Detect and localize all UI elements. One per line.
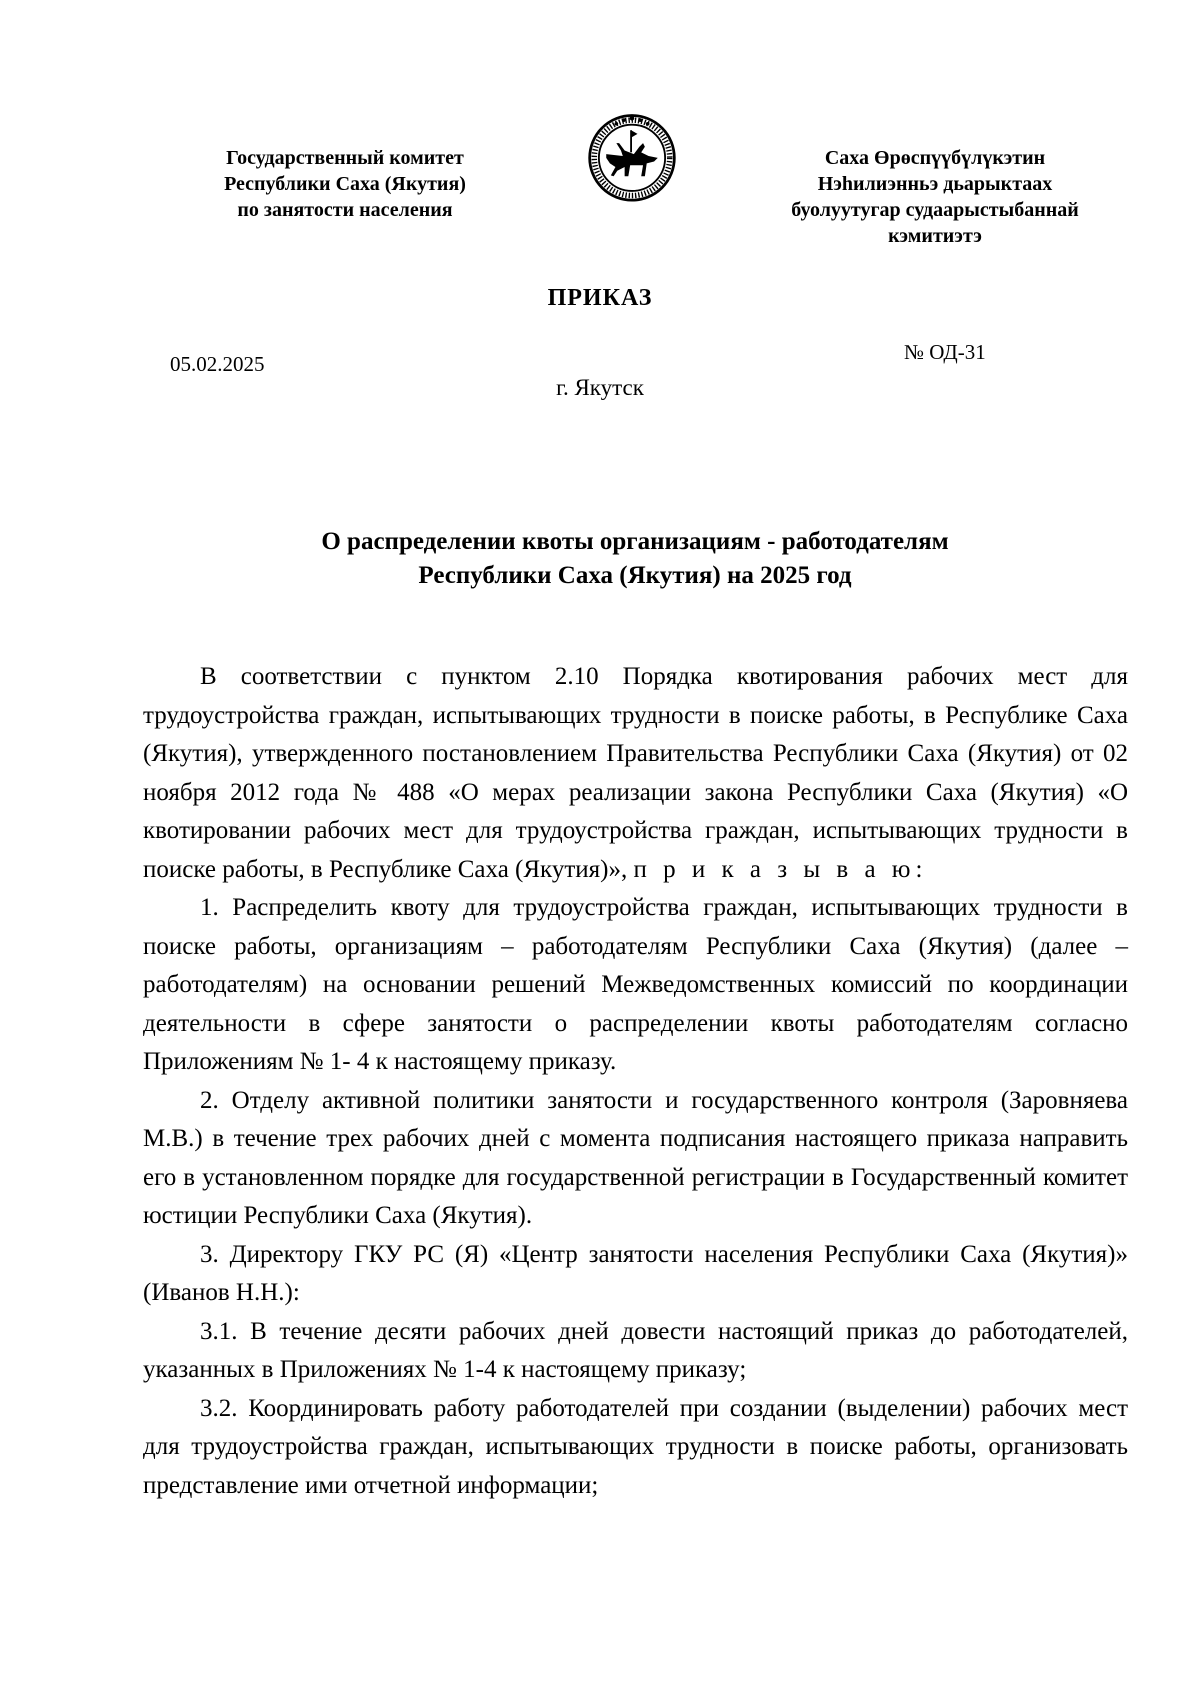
order-item: 3.1. В течение десяти рабочих дней довести настоящий приказ до работодателей, указанных в Приложениях № 1-4 к настоящему приказу; [143, 1317, 1128, 1383]
issuer-line: Республики Саха (Якутия) [224, 173, 466, 195]
document-city: г. Якутск [556, 375, 644, 400]
issuer-line: по занятости населения [237, 199, 453, 221]
subject-line: О распределении квоты организациям - работодателям [321, 528, 949, 555]
order-item: 1. Распределить квоту для трудоустройства граждан, испытывающих трудности в поиске работы, организациям – работодателям Республики Саха (Якутия) (далее – работодателям) на основании решений Межведомственных комиссий по координации деятельности в сфере занятости о распределении квоты работодателям согласно Приложениям № 1- 4 к настоящему приказу. [143, 894, 1128, 1075]
issuer-name-russian [160, 145, 530, 223]
issuer-line: Государственный комитет [226, 147, 464, 169]
preamble-text: В соответствии с пунктом 2.10 Порядка квотирования рабочих мест для трудоустройства граждан, испытывающих трудности в поиске работы, в Республике Саха (Якутия), утвержденного постановлением Правительства Республики Саха (Якутия) от 02 ноября 2012 года № 488 «О мерах реализации закона Республики Саха (Якутия) «О квотировании рабочих мест для трудоустройства граждан, испытывающих трудности в поиске работы, в Республике Саха (Якутия)», [143, 663, 1128, 883]
issuer-name-yakut [735, 145, 1135, 249]
document-subject [140, 525, 1130, 593]
issuer-line: буолуутугар судаарыстыбаннай [791, 199, 1079, 221]
subject-line: Республики Саха (Якутия) на 2025 год [418, 562, 852, 589]
order-word: п р и к а з ы в а ю: [633, 855, 928, 883]
preamble-paragraph [143, 658, 1128, 889]
issuer-line: кэмитиэтэ [888, 225, 982, 247]
document-title: ПРИКАЗ [547, 285, 653, 311]
issuer-line: Саха Өрөспүүбүлүкэтин [824, 147, 1046, 169]
order-item: 3.2. Координировать работу работодателей при создании (выделении) рабочих мест для трудоустройства граждан, испытывающих трудности в поиске работы, организовать представление ими отчетной информации; [143, 1394, 1128, 1499]
issuer-line: Нэһилиэнньэ дьарыктаах [817, 173, 1053, 195]
document-body [143, 658, 1128, 1505]
order-item: 3. Директору ГКУ РС (Я) «Центр занятости населения Республики Саха (Якутия)» (Иванов Н.Н.): [143, 1240, 1128, 1306]
document-date: 05.02.2025 [170, 352, 265, 376]
yakutia-coat-of-arms-icon [586, 110, 678, 202]
order-item: 2. Отделу активной политики занятости и государственного контроля (Заровняева М.В.) в течение трех рабочих дней с момента подписания настоящего приказа направить его в установленном порядке для государственной регистрации в Государственный комитет юстиции Республики Саха (Якутия). [143, 1086, 1128, 1229]
document-number: № ОД-31 [904, 340, 986, 364]
